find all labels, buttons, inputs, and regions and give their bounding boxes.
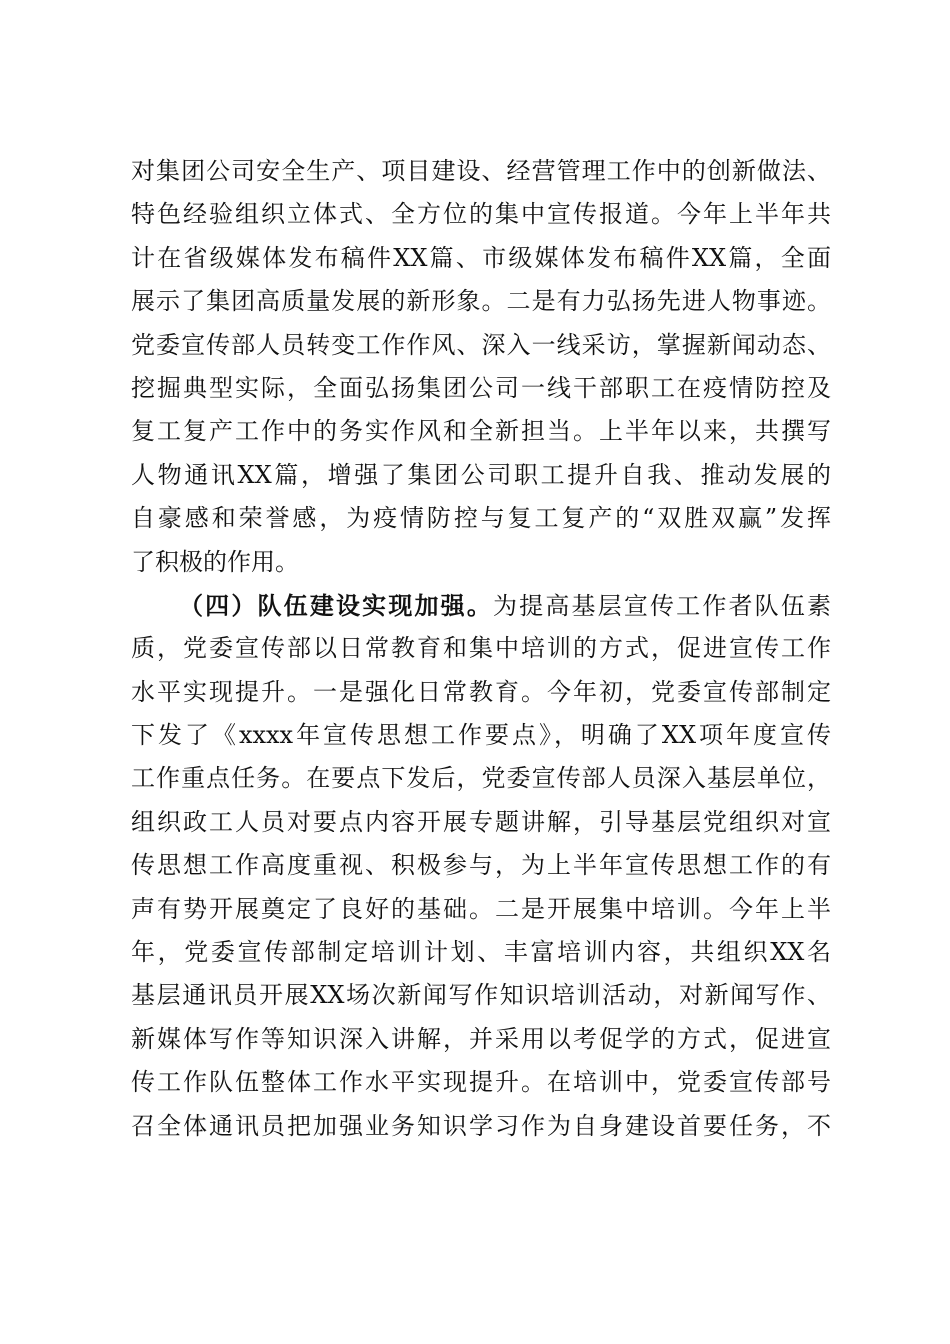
text-line: 传思想工作高度重视、积极参与，为上半年宣传思想工作的有 xyxy=(131,851,831,880)
text-line: 挖掘典型实际，全面弘扬集团公司一线干部职工在疫情防控及 xyxy=(131,373,831,402)
text-line: 召全体通讯员把加强业务知识学习作为自身建设首要任务，不 xyxy=(131,1111,831,1140)
paragraph-team-building xyxy=(131,584,831,1148)
text-line: 下发了《xxxx年宣传思想工作要点》，明确了XX项年度宣传 xyxy=(131,721,831,750)
paragraph-first-line xyxy=(131,584,831,627)
paragraph-publicity-results xyxy=(131,150,831,584)
text-line: 人物通讯XX篇，增强了集团公司职工提升自我、推动发展的 xyxy=(131,460,831,489)
text-run: 为提高基层宣传工作者队伍素 xyxy=(493,591,831,620)
text-line: 质，党委宣传部以日常教育和集中培训的方式，促进宣传工作 xyxy=(131,634,831,663)
text-line: 复工复产工作中的务实作风和全新担当。上半年以来，共撰写 xyxy=(131,417,831,446)
text-line: 基层通讯员开展XX场次新闻写作知识培训活动，对新闻写作、 xyxy=(131,981,831,1010)
document-body xyxy=(131,150,831,1148)
text-line: 组织政工人员对要点内容开展专题讲解，引导基层党组织对宣 xyxy=(131,807,831,836)
text-line: 传工作队伍整体工作水平实现提升。在培训中，党委宣传部号 xyxy=(131,1068,831,1097)
text-line: 展示了集团高质量发展的新形象。二是有力弘扬先进人物事迹。 xyxy=(131,287,831,316)
text-line: 对集团公司安全生产、项目建设、经营管理工作中的创新做法、 xyxy=(131,157,831,185)
text-line: 自豪感和荣誉感，为疫情防控与复工复产的“双胜双赢”发挥 xyxy=(131,504,831,533)
text-line: 工作重点任务。在要点下发后，党委宣传部人员深入基层单位， xyxy=(131,764,831,793)
text-line: 计在省级媒体发布稿件XX篇、市级媒体发布稿件XX篇，全面 xyxy=(131,243,831,272)
text-line: 特色经验组织立体式、全方位的集中宣传报道。今年上半年共 xyxy=(131,200,831,229)
text-line: 新媒体写作等知识深入讲解，并采用以考促学的方式，促进宣 xyxy=(131,1024,831,1053)
text-line: 声有势开展奠定了良好的基础。二是开展集中培训。今年上半 xyxy=(131,894,831,923)
text-line: 水平实现提升。一是强化日常教育。今年初，党委宣传部制定 xyxy=(131,677,831,706)
section-heading: （四）队伍建设实现加强。 xyxy=(179,590,493,620)
text-line: 了积极的作用。 xyxy=(131,547,299,576)
text-line: 年，党委宣传部制定培训计划、丰富培训内容，共组织XX名 xyxy=(131,938,831,967)
text-line: 党委宣传部人员转变工作作风、深入一线采访，掌握新闻动态、 xyxy=(131,330,831,359)
